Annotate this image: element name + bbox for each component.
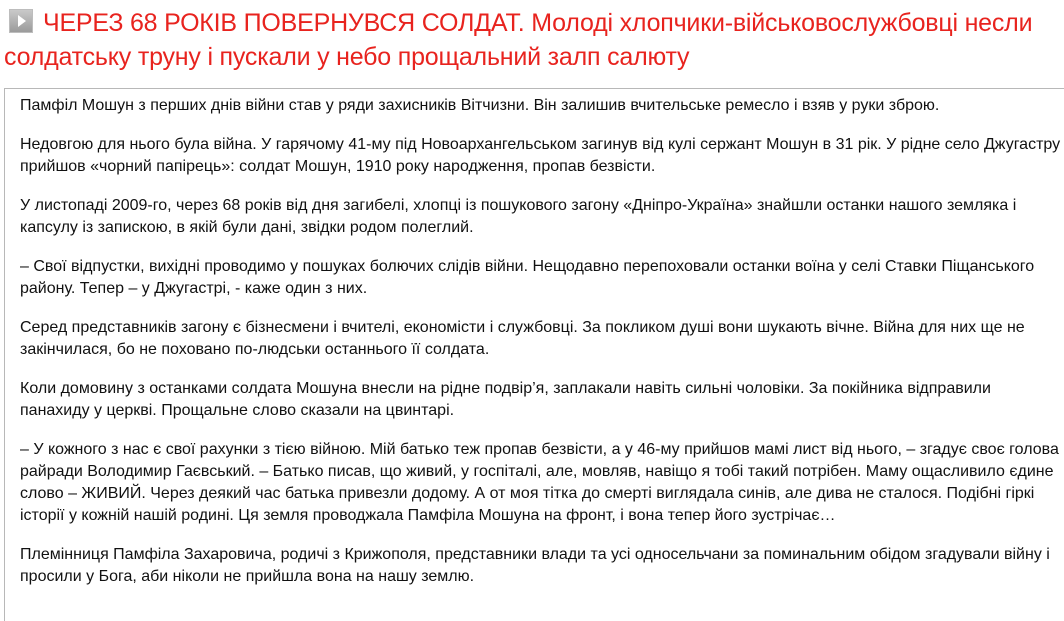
article-paragraph-1: Памфіл Мошун з перших днів війни став у ряди захисників Вітчизни. Він залишив вчительське ремесло і взяв у руки зброю. xyxy=(20,97,940,114)
article-paragraph-8: Племінниця Памфіла Захаровича, родичі з Крижополя, представники влади та усі односельчани за поминальним обідом згадували війну і просили у Бога, аби ніколи не прийшла вона на нашу землю. xyxy=(20,546,1050,585)
article-body-box xyxy=(4,88,1064,621)
arrow-bullet-icon xyxy=(9,9,33,33)
article-paragraph-3: У листопаді 2009-го, через 68 років від дня загибелі, хлопці із пошукового загону «Дніпро-Україна» знайшли останки нашого земляка і капсулу із запискою, в якій були дані, звідки родом полеглий. xyxy=(20,197,1017,236)
article-paragraph-6: Коли домовину з останками солдата Мошуна внесли на рідне подвір’я, заплакали навіть сильні чоловіки. За покійника відправили панахиду у церкві. Прощальне слово сказали на цвинтарі. xyxy=(20,380,991,419)
article-paragraph-4: – Свої відпустки, вихідні проводимо у пошуках болючих слідів війни. Нещодавно перепоховали останки воїна у селі Ставки Піщанського району. Тепер – у Джугастрі, - каже один з них. xyxy=(20,258,1035,297)
article-body xyxy=(5,89,1064,588)
article-paragraph-5: Серед представників загону є бізнесмени і вчителі, економісти і службовці. За покликом душі вони шукають вічне. Війна для них ще не закінчилася, бо не поховано по-людськи останнього її солдата. xyxy=(20,319,1025,358)
article-paragraph-2: Недовгою для нього була війна. У гарячому 41-му під Новоархангельськом загинув від кулі сержант Мошун в 31 рік. У рідне село Джугастру прийшов «чорний папірець»: солдат Мошун, 1910 року народження, пропав безвісти. xyxy=(20,136,1061,175)
article-title-block xyxy=(4,6,1064,74)
article-paragraph-7: – У кожного з нас є свої рахунки з тією війною. Мій батько теж пропав безвісти, а у 46-му прийшов мамі лист від нього, – згадує своє голова райради Володимир Гаєвський. – Батько писав, що живий, у госпіталі, але, мовляв, навіщо я тобі такий потрібен. Маму ощасливило єдине слово – ЖИВИЙ. Через деякий час батька привезли додому. А от моя тітка до смерті виглядала синів, але дива не сталося. Подібні гіркі історії у кожній нашій родині. Ця земля проводжала Памфіла Мошуна на фронт, і вона тепер його зустрічає… xyxy=(20,441,1059,524)
article-title[interactable]: ЧЕРЕЗ 68 РОКІВ ПОВЕРНУВСЯ СОЛДАТ. Молоді хлопчики-військовослужбовці несли солдатську труну і пускали у небо прощальний залп салюту xyxy=(4,9,1033,71)
